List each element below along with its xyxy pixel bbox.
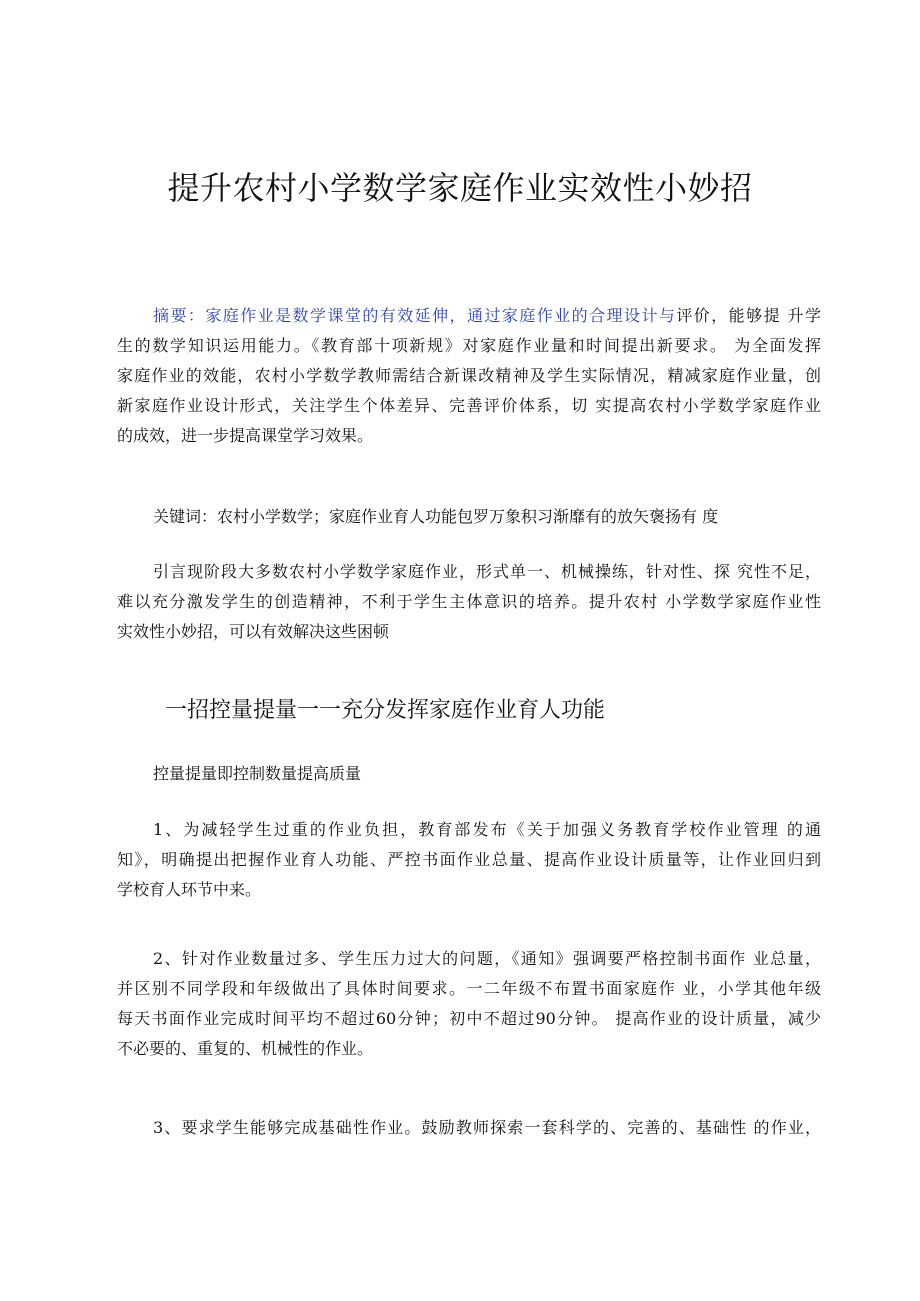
item-2-line-4: 不必要的、重复的、机械性的作业。 bbox=[117, 1039, 374, 1058]
abstract-highlight: 摘要：家庭作业是数学课堂的有效延伸，通过家庭作业的合理设计与 bbox=[153, 306, 677, 325]
abstract-paragraph bbox=[117, 301, 821, 451]
abstract-line-2: 生的数学知识运用能力。《教育部十项新规》对家庭作业量和时间提出新要求。 为全面发挥 bbox=[117, 336, 821, 355]
item-3-line-1: 3、要求学生能够完成基础性作业。鼓励教师探索一套科学的、完善的、基础性 的作业， bbox=[153, 1118, 821, 1137]
intro-line-1: 引言现阶段大多数农村小学数学家庭作业，形式单一、机械操练，针对性、探 究性不足， bbox=[153, 562, 821, 581]
section-heading: 一招控量提量一一充分发挥家庭作业育人功能 bbox=[165, 698, 606, 723]
intro-line-3: 实效性小妙招，可以有效解决这些困顿 bbox=[117, 622, 390, 641]
section-subheading: 控量提量即控制数量提高质量 bbox=[153, 764, 362, 783]
abstract-line-1-rest: 评价，能够提 升学 bbox=[676, 306, 821, 325]
item-2-line-1: 2、针对作业数量过多、学生压力过大的问题，《通知》强调要严格控制书面作 业总量， bbox=[153, 949, 821, 968]
item-2-line-2: 并区别不同学段和年级做出了具体时间要求。一二年级不布置书面家庭作 业，小学其他年级 bbox=[117, 979, 821, 998]
item-3-paragraph bbox=[117, 1113, 821, 1143]
item-2-line-3: 每天书面作业完成时间平均不超过60分钟；初中不超过90分钟。 提高作业的设计质量，减少 bbox=[117, 1009, 821, 1028]
item-2-paragraph bbox=[117, 944, 821, 1064]
abstract-line-3: 家庭作业的效能，农村小学数学教师需结合新课改精神及学生实际情况，精减家庭作业量，创 bbox=[117, 366, 821, 385]
item-1-line-1: 1、为减轻学生过重的作业负担，教育部发布《关于加强义务教育学校作业管理 的通 bbox=[153, 820, 821, 839]
item-1-line-2: 知》，明确提出把握作业育人功能、严控书面作业总量、提高作业设计质量等，让作业回归到 bbox=[117, 850, 821, 869]
abstract-line-5: 的成效，进一步提高课堂学习效果。 bbox=[117, 426, 374, 445]
item-1-line-3: 学校育人环节中来。 bbox=[117, 880, 262, 899]
abstract-line-4: 新家庭作业设计形式，关注学生个体差异、完善评价体系，切 实提高农村小学数学家庭作业 bbox=[117, 396, 821, 415]
item-1-paragraph bbox=[117, 815, 821, 905]
keywords-line: 关键词：农村小学数学；家庭作业育人功能包罗万象积习渐靡有的放矢褒扬有 度 bbox=[153, 507, 719, 526]
intro-line-2: 难以充分激发学生的创造精神，不利于学生主体意识的培养。提升农村 小学数学家庭作业性 bbox=[117, 592, 821, 611]
document-title: 提升农村小学数学家庭作业实效性小妙招 bbox=[167, 169, 753, 207]
abstract-line-1 bbox=[117, 301, 821, 331]
intro-paragraph bbox=[117, 557, 821, 647]
